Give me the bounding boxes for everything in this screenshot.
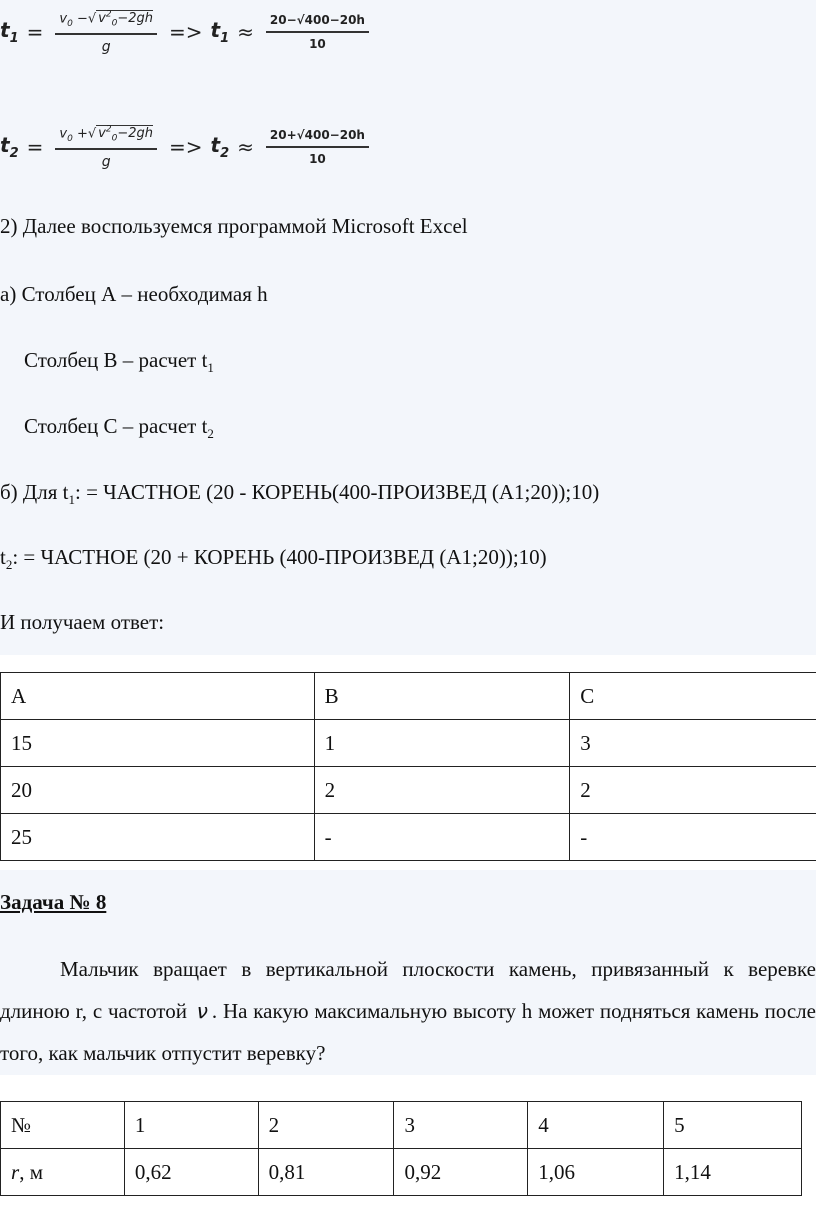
approx-sign: ≈: [237, 20, 254, 45]
table-cell: -: [314, 814, 570, 861]
table-cell: 0,81: [258, 1149, 394, 1196]
table-row: [1, 767, 816, 814]
fraction-bar: [55, 148, 157, 150]
table-cell: №: [1, 1102, 125, 1149]
fraction-t1-approx: [266, 13, 369, 51]
fraction-t2-approx: [266, 128, 369, 166]
formula-t1-rhs: $t_1$: [210, 18, 230, 47]
fraction-numerator: 20+√400−20h: [269, 128, 365, 143]
implies-arrow: =>: [168, 20, 203, 45]
table-cell: 1: [124, 1102, 258, 1149]
formula-t1-excel: б) Для $t_1$: = ЧАСТНОЕ (20 - КОРЕНЬ(400-ПРОИЗВЕД (А1;20));10): [0, 480, 600, 508]
column-c-text: Столбец С – расчет $t_2$: [24, 414, 214, 442]
formula-t2: [0, 125, 373, 170]
table-cell: 1,06: [528, 1149, 664, 1196]
table-row: [1, 814, 816, 861]
formula-t2-excel: $t_2$: = ЧАСТНОЕ (20 + КОРЕНЬ (400-ПРОИЗВЕД (А1;20));10): [0, 545, 547, 573]
column-b-text: Столбец В – расчет $t_1$: [24, 348, 214, 376]
table-cell: 0,92: [394, 1149, 528, 1196]
table-row: [1, 720, 816, 767]
table-row: [1, 1149, 802, 1196]
table-cell: В: [314, 673, 570, 720]
fraction-denominator: g: [101, 153, 111, 170]
table-cell: 2: [314, 767, 570, 814]
table-cell: r, м: [1, 1149, 125, 1196]
answer-intro: И получаем ответ:: [0, 610, 165, 634]
task-text: Мальчик вращает в вертикальной плоскости камень, привязанный к веревке длиною r, с частотой ν . На какую максимальную высоту h может подняться камень после того, как мальчик отпустит веревку?: [0, 957, 816, 1065]
table-cell: 3: [570, 720, 816, 767]
results-table: [0, 672, 816, 861]
data-table: [0, 1101, 802, 1196]
column-a-text: а) Столбец А – необходимая h: [0, 282, 268, 306]
table-cell: А: [1, 673, 315, 720]
table-cell: 2: [258, 1102, 394, 1149]
table-row: [1, 673, 816, 720]
table-cell: С: [570, 673, 816, 720]
fraction-bar: [55, 33, 157, 35]
nu-icon: ν: [196, 999, 208, 1023]
fraction-denominator: g: [101, 38, 111, 55]
fraction-denominator: 10: [309, 37, 326, 52]
task-heading: Задача № 8: [0, 890, 107, 914]
step-2-text: 2) Далее воспользуемся программой Microsoft Excel: [0, 214, 468, 238]
fraction-numerator: 20−√400−20h: [269, 13, 365, 28]
formula-t2-rhs: $t_2$: [210, 133, 230, 162]
table-cell: 4: [528, 1102, 664, 1149]
approx-sign: ≈: [237, 135, 254, 160]
equals-sign: =: [26, 135, 44, 160]
table-cell: 2: [570, 767, 816, 814]
formula-t2-lhs: $t_2$: [0, 133, 19, 162]
fraction-t1: [55, 10, 157, 55]
fraction-numerator: $v_0$ −√ $v^2_0-2gh$: [59, 10, 153, 29]
table-cell: 0,62: [124, 1149, 258, 1196]
formula-t1-lhs: $t_1$: [0, 18, 19, 47]
table-cell: 1: [314, 720, 570, 767]
table-cell: 1,14: [664, 1149, 802, 1196]
fraction-bar: [266, 31, 369, 33]
fraction-t2: [55, 125, 157, 170]
table-cell: 15: [1, 720, 315, 767]
fraction-denominator: 10: [309, 152, 326, 167]
equals-sign: =: [26, 20, 44, 45]
table-cell: 3: [394, 1102, 528, 1149]
table-cell: 20: [1, 767, 315, 814]
table-row: [1, 1102, 802, 1149]
implies-arrow: =>: [168, 135, 203, 160]
table-cell: 5: [664, 1102, 802, 1149]
fraction-bar: [266, 146, 369, 148]
table-cell: 25: [1, 814, 315, 861]
table-cell: -: [570, 814, 816, 861]
formula-t1: [0, 10, 373, 55]
fraction-numerator: $v_0$ +√ $v^2_0-2gh$: [59, 125, 153, 144]
